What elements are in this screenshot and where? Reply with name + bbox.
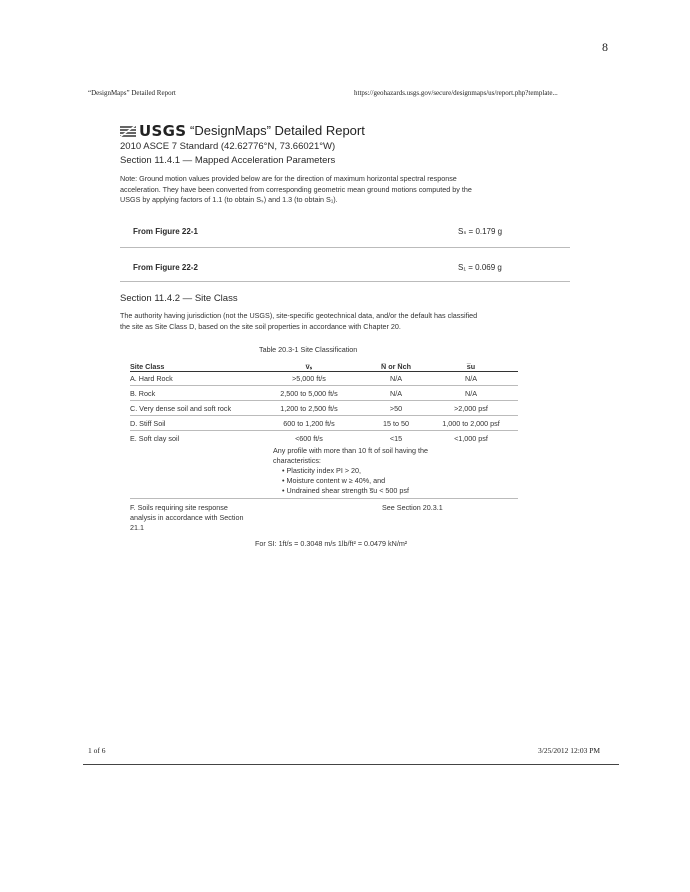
- f-class-line-2: analysis in accordance with Section: [130, 513, 244, 522]
- footer-page-count: 1 of 6: [88, 746, 106, 755]
- footer-rule: [83, 764, 619, 765]
- row-rule: [130, 430, 518, 431]
- header-n: N̅ or N̅ch: [381, 362, 411, 371]
- table-cell: 15 to 50: [383, 419, 409, 428]
- figure-22-1-label: From Figure 22-1: [133, 227, 198, 236]
- page-number: 8: [602, 40, 608, 54]
- print-header-title: “DesignMaps” Detailed Report: [88, 89, 176, 97]
- header-su: s̅u: [466, 362, 476, 371]
- header-site-class: Site Class: [130, 362, 165, 371]
- standard-line: 2010 ASCE 7 Standard (42.62776°N, 73.66021°W): [120, 141, 336, 152]
- table-cell: <600 ft/s: [295, 434, 323, 443]
- profile-bullet-text: Undrained shear strength s̅u < 500 psf: [286, 486, 409, 495]
- table-caption: Table 20.3-1 Site Classification: [259, 345, 358, 354]
- table-cell: 1,000 to 2,000 psf: [442, 419, 500, 428]
- section-11-4-1-heading: Section 11.4.1 — Mapped Acceleration Parameters: [120, 155, 336, 166]
- figure-22-2-value: S₁ = 0.069 g: [458, 263, 502, 272]
- figure-22-1-value: Sₛ = 0.179 g: [458, 227, 503, 236]
- profile-bullet: • Undrained shear strength s̅u < 500 psf: [282, 486, 409, 495]
- report-title: “DesignMaps” Detailed Report: [190, 123, 365, 138]
- header-rule: [130, 371, 518, 372]
- table-cell: 2,500 to 5,000 ft/s: [280, 389, 338, 398]
- usgs-logo-text: USGS: [139, 122, 187, 140]
- table-cell: N/A: [465, 389, 477, 398]
- profile-bullet-text: Plasticity index PI > 20,: [286, 466, 362, 475]
- profile-bullet: • Moisture content w ≥ 40%, and: [282, 476, 386, 485]
- table-cell: N/A: [465, 374, 477, 383]
- profile-bullet: • Plasticity index PI > 20,: [282, 466, 362, 475]
- note-line-3: USGS by applying factors of 1.1 (to obtain Sₛ) and 1.3 (to obtain S₁).: [120, 195, 338, 204]
- table-cell: <15: [389, 434, 403, 443]
- header-vs: v̅ₛ: [305, 362, 313, 371]
- row-rule: [130, 415, 518, 416]
- f-class-line-3: 21.1: [130, 523, 144, 532]
- table-cell: B. Rock: [130, 389, 156, 398]
- table-cell: 1,200 to 2,500 ft/s: [280, 404, 338, 413]
- note-line-1: Note: Ground motion values provided below are for the direction of maximum horizontal spectral response: [120, 174, 457, 183]
- row-rule: [130, 385, 518, 386]
- table-cell: >50: [389, 404, 403, 413]
- authority-line-1: The authority having jurisdiction (not the USGS), site-specific geotechnical data, and/or the default has classified: [120, 311, 478, 320]
- table-cell: E. Soft clay soil: [130, 434, 180, 443]
- table-cell: N/A: [390, 389, 402, 398]
- si-conversion-note: For SI: 1ft/s = 0.3048 m/s 1lb/ft² = 0.0479 kN/m²: [255, 539, 408, 548]
- print-header-url[interactable]: https://geohazards.usgs.gov/secure/designmaps/us/report.php?template...: [354, 89, 558, 97]
- footer-timestamp: 3/25/2012 12:03 PM: [538, 746, 601, 755]
- table-cell: >5,000 ft/s: [292, 374, 326, 383]
- f-class-line-1: F. Soils requiring site response: [130, 503, 228, 512]
- table-cell: D. Stiff Soil: [130, 419, 166, 428]
- table-cell: N/A: [390, 374, 402, 383]
- table-cell: 600 to 1,200 ft/s: [283, 419, 335, 428]
- note-line-2: acceleration. They have been converted from corresponding geometric mean ground motions computed by the: [120, 184, 472, 194]
- f-class-value: See Section 20.3.1: [382, 503, 443, 512]
- table-cell: A. Hard Rock: [130, 374, 173, 383]
- row-rule: [130, 498, 518, 499]
- profile-note-line-2: characteristics:: [273, 456, 321, 465]
- table-cell: C. Very dense soil and soft rock: [130, 404, 232, 413]
- row-rule: [130, 400, 518, 401]
- section-11-4-2-heading: Section 11.4.2 — Site Class: [120, 293, 238, 304]
- figure-22-2-label: From Figure 22-2: [133, 263, 198, 272]
- profile-bullet-text: Moisture content w ≥ 40%, and: [286, 476, 386, 485]
- table-cell: >2,000 psf: [454, 404, 488, 413]
- authority-line-2: the site as Site Class D, based on the site soil properties in accordance with Chapter 20.: [120, 321, 401, 331]
- table-cell: <1,000 psf: [454, 434, 488, 443]
- profile-note-line-1: Any profile with more than 10 ft of soil having the: [273, 446, 429, 455]
